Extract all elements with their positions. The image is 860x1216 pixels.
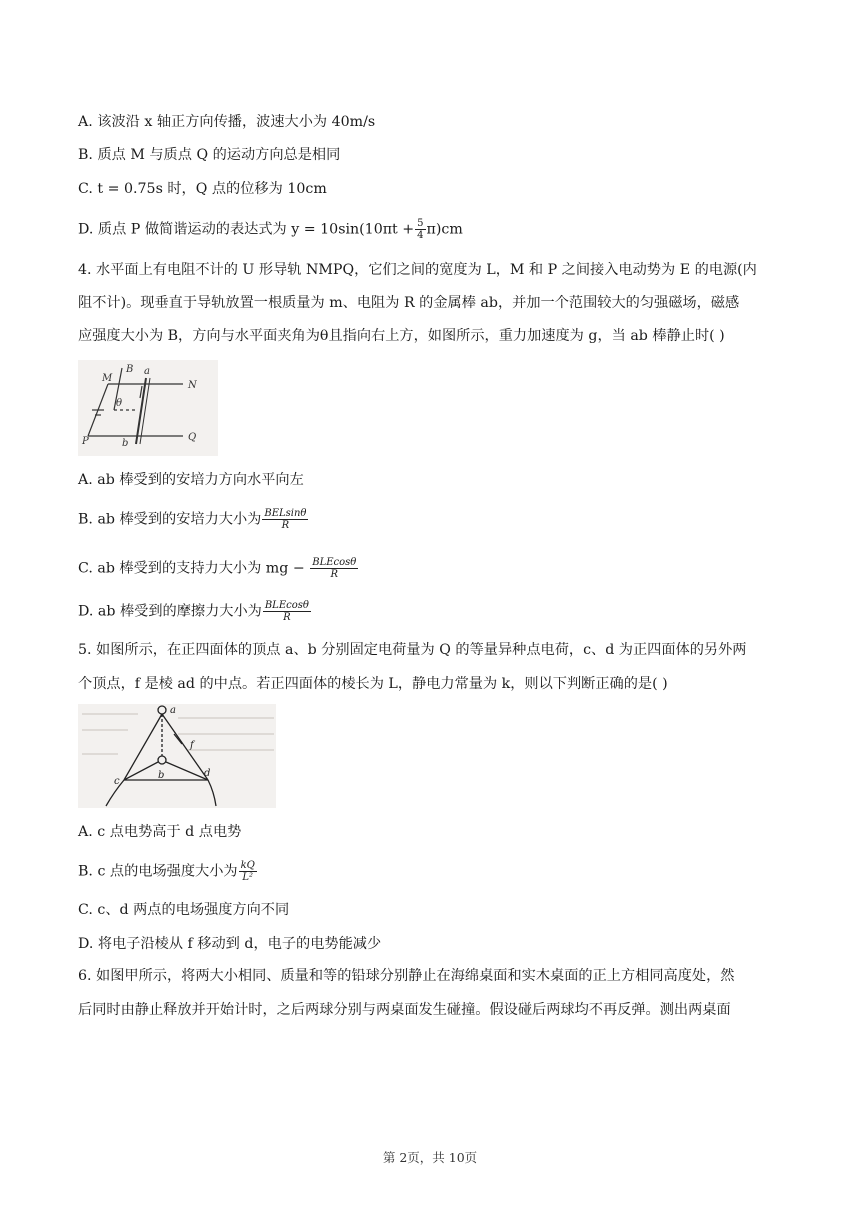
q4-option-b (78, 508, 783, 531)
fraction-denominator: R (281, 520, 290, 531)
fraction-denominator: 4 (417, 230, 424, 241)
fraction (263, 600, 311, 623)
q5-option-b (78, 860, 783, 883)
q4-stem-line-2: 阻不计)。现垂直于导轨放置一根质量为 m、电阻为 R 的金属棒 ab，并加一个范围较大的匀强磁场，磁感 (78, 295, 740, 311)
q4-option-c (78, 557, 783, 580)
fraction-numerator: BLEcosθ (264, 600, 309, 611)
q5-option-a: A. c 点电势高于 d 点电势 (78, 824, 242, 840)
q4-option-a: A. ab 棒受到的安培力方向水平向左 (78, 472, 304, 488)
fraction (415, 218, 425, 241)
q3-option-d-tail: π)cm (426, 221, 463, 238)
q5-option-b-text: B. c 点的电场强度大小为 (78, 863, 238, 880)
q4-option-d (78, 600, 783, 623)
q4-option-d-text: D. ab 棒受到的摩擦力大小为 (78, 603, 262, 620)
q6-stem-line-1: 6. 如图甲所示，将两大小相同、质量和等的铅球分别静止在海绵桌面和实木桌面的正上方相同高度处，然 (78, 968, 735, 984)
q4-stem-line-3: 应强度大小为 B，方向与水平面夹角为θ且指向右上方，如图所示，重力加速度为 g，当 ab 棒静止时( ) (78, 328, 725, 344)
figure-label-q: Q (188, 432, 197, 443)
q4-rail-figure (78, 360, 218, 456)
q5-stem-line-1: 5. 如图所示，在正四面体的顶点 a、b 分别固定电荷量为 Q 的等量异种点电荷，c、d 为正四面体的另外两 (78, 642, 747, 658)
figure-label-a: a (170, 705, 176, 716)
q6-stem-line-2: 后同时由静止释放并开始计时，之后两球分别与两桌面发生碰撞。假设碰后两球均不再反弹。测出两桌面 (78, 1002, 731, 1018)
figure-label-n: N (188, 380, 197, 391)
q5-option-c: C. c、d 两点的电场强度方向不同 (78, 902, 290, 918)
figure-label-f: f (190, 740, 194, 751)
q4-option-b-text: B. ab 棒受到的安培力大小为 (78, 511, 262, 528)
figure-label-a: a (144, 366, 150, 377)
q5-stem-line-2: 个顶点，f 是棱 ad 的中点。若正四面体的棱长为 L，静电力常量为 k，则以下判断正确的是( ) (78, 676, 668, 692)
fraction (262, 508, 308, 531)
fraction-denominator: L² (242, 872, 254, 883)
fraction-denominator: R (330, 569, 339, 580)
q4-stem-line-1: 4. 水平面上有电阻不计的 U 形导轨 NMPQ，它们之间的宽度为 L，M 和 P 之间接入电动势为 E 的电源(内 (78, 262, 757, 278)
figure-label-b: b (122, 438, 129, 449)
q5-option-d: D. 将电子沿棱从 f 移动到 d，电子的电势能减少 (78, 936, 382, 952)
q3-option-c: C. t = 0.75s 时，Q 点的位移为 10cm (78, 181, 327, 197)
fraction-denominator: R (283, 612, 291, 623)
fraction-numerator: BELsinθ (264, 508, 307, 519)
figure-label-d: d (204, 768, 211, 779)
figure-label-theta: θ (116, 398, 123, 409)
fraction-numerator: kQ (240, 860, 255, 871)
fraction-numerator: BLEcosθ (312, 557, 357, 568)
figure-label-b: b (158, 770, 165, 781)
q5-tetrahedron-figure (78, 704, 276, 808)
q3-option-b: B. 质点 M 与质点 Q 的运动方向总是相同 (78, 147, 341, 163)
fraction (310, 557, 358, 580)
q3-option-d-text: D. 质点 P 做简谐运动的表达式为 y = 10sin(10πt + (78, 221, 415, 238)
page-number-footer: 第 2页，共 10页 (382, 1150, 478, 1165)
figure-label-b-field: B (126, 364, 134, 375)
q4-option-c-text: C. ab 棒受到的支持力大小为 mg − (78, 560, 305, 577)
figure-label-p: P (82, 436, 89, 447)
q3-option-a: A. 该波沿 x 轴正方向传播，波速大小为 40m/s (78, 114, 376, 130)
figure-label-c: c (114, 776, 120, 787)
fraction-numerator: 5 (417, 218, 424, 229)
figure-label-m: M (102, 373, 113, 384)
fraction (239, 860, 257, 883)
q3-option-d (78, 218, 783, 241)
